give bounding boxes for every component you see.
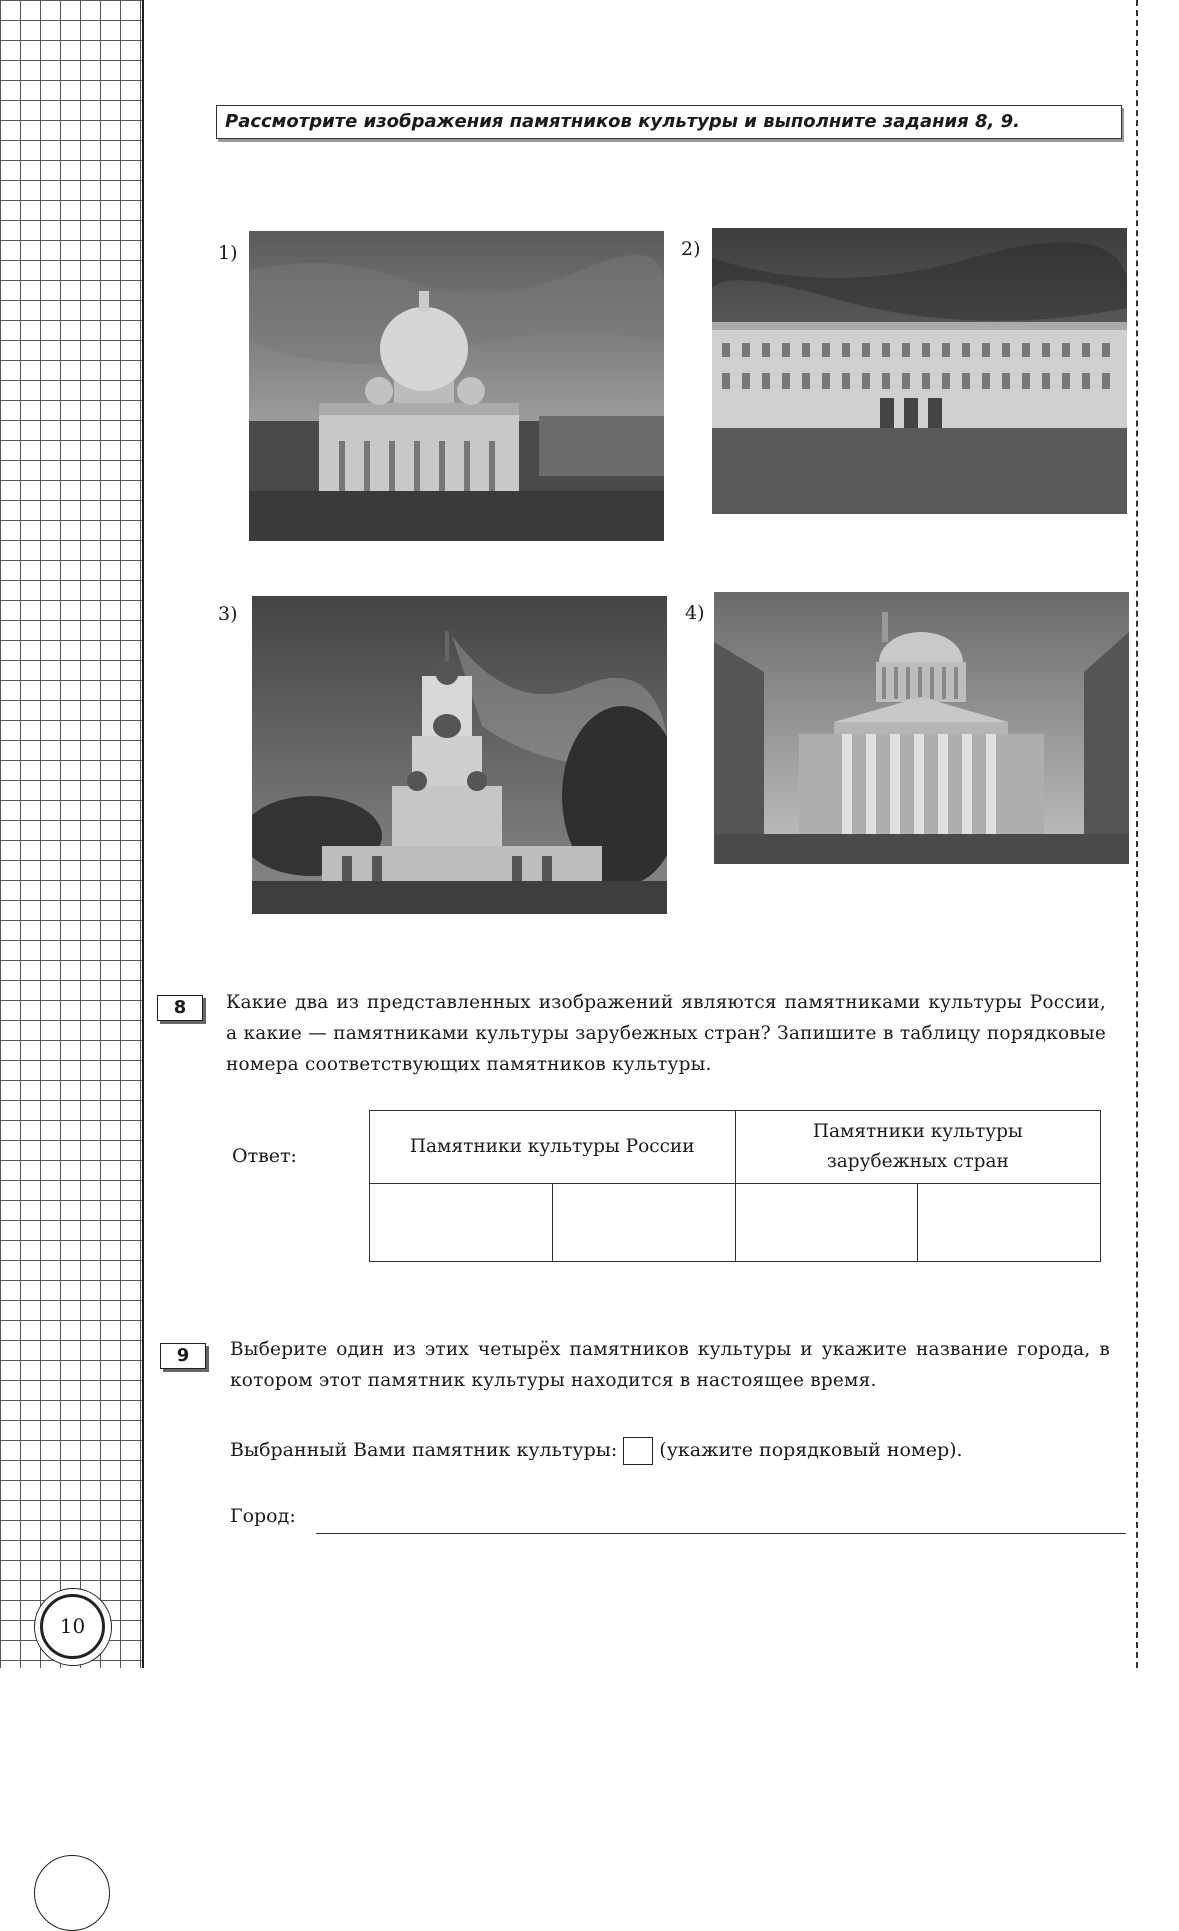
- church-image: [252, 596, 667, 914]
- answer-label: Ответ:: [232, 1145, 297, 1167]
- grid-margin: [0, 0, 144, 1668]
- answer-cell-foreign-1[interactable]: [735, 1184, 918, 1262]
- header-foreign: Памятники культуры зарубежных стран: [735, 1111, 1101, 1184]
- photo-4-number: 4): [685, 602, 705, 624]
- basilica-image: [249, 231, 664, 541]
- instruction-header: Рассмотрите изображения памятников культуры и выполните задания 8, 9.: [216, 105, 1122, 139]
- photo-1-number: 1): [218, 242, 238, 264]
- photo-1: [249, 231, 664, 541]
- chosen-number-box[interactable]: [623, 1437, 653, 1465]
- answer-cell-russia-1[interactable]: [370, 1184, 553, 1262]
- task-8-number: 8: [157, 995, 203, 1021]
- task-9-number: 9: [160, 1343, 206, 1369]
- city-input-line[interactable]: [316, 1533, 1126, 1534]
- photo-2-number: 2): [681, 238, 701, 260]
- chosen-hint: (укажите порядковый номер).: [659, 1439, 963, 1461]
- page-number: 10: [40, 1594, 105, 1659]
- page-number-outer-ring: [34, 1588, 112, 1666]
- chosen-monument-row: [230, 1437, 963, 1465]
- city-label: Город:: [230, 1505, 296, 1527]
- answer-table: [369, 1110, 1101, 1262]
- answer-cell-foreign-2[interactable]: [918, 1184, 1101, 1262]
- cut-line: [1136, 0, 1138, 1668]
- palace-image: [712, 228, 1127, 514]
- photo-3-number: 3): [218, 603, 238, 625]
- photo-2: [712, 228, 1127, 514]
- header-russia: Памятники культуры России: [370, 1111, 736, 1184]
- pantheon-image: [714, 592, 1129, 864]
- photo-3: [252, 596, 667, 914]
- task-8-text: Какие два из представленных изображений являются памятниками культуры России, а какие — памятниками культуры зарубежных стран? Запишите в таблицу порядковые номера соответствующих памятников культуры.: [226, 992, 1106, 1075]
- photo-4: [714, 592, 1129, 864]
- chosen-label: Выбранный Вами памятник культуры:: [230, 1439, 618, 1461]
- task-9-text: Выберите один из этих четырёх памятников культуры и укажите название города, в котором этот памятник культуры находится в настоящее время.: [230, 1339, 1110, 1391]
- answer-cell-russia-2[interactable]: [552, 1184, 735, 1262]
